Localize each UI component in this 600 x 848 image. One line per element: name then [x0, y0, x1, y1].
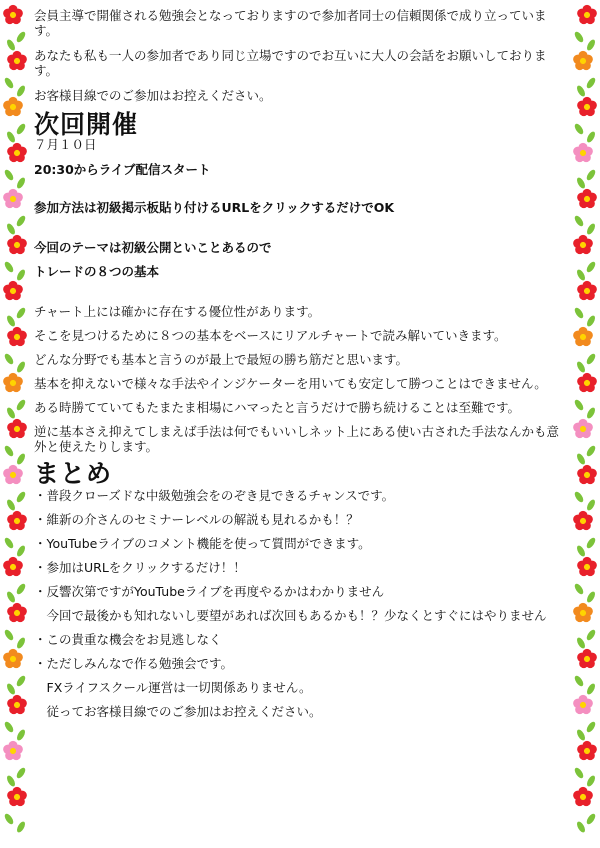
border-leaf — [585, 812, 597, 825]
border-flower — [6, 786, 28, 808]
border-leaf — [573, 766, 585, 779]
flower-icon — [2, 464, 24, 486]
border-flower — [2, 96, 24, 118]
schedule-time: 20:30からライブ配信スタート — [34, 162, 211, 177]
border-flower — [572, 326, 594, 348]
schedule-heading: 次回開催 — [34, 110, 139, 139]
border-leaf — [573, 582, 585, 595]
border-leaf — [573, 122, 585, 135]
flower-icon — [576, 372, 598, 394]
border-leaf — [15, 306, 27, 319]
summary-item: ・ただしみんなで作る勉強会です。 — [34, 656, 234, 671]
flower-icon — [2, 648, 24, 670]
flower-icon — [6, 234, 28, 256]
flower-icon — [572, 510, 594, 532]
theme-intro: 今回のテーマは初級公開といことあるので — [34, 240, 272, 255]
flower-icon — [576, 740, 598, 762]
summary-item: 従ってお客様目線でのご参加はお控えください。 — [34, 704, 322, 719]
border-leaf — [573, 398, 585, 411]
border-leaf — [15, 766, 27, 779]
body-paragraph: 逆に基本さえ抑えてしまえば手法は何でもいいしネット上にある使い古された手法なんかも意外と使えたりします。 — [34, 424, 560, 454]
border-flower — [576, 372, 598, 394]
border-leaf — [15, 490, 27, 503]
border-flower — [572, 234, 594, 256]
flower-icon — [6, 602, 28, 624]
border-leaf — [3, 260, 15, 273]
border-leaf — [15, 122, 27, 135]
flower-icon — [576, 280, 598, 302]
border-flower — [6, 234, 28, 256]
flower-icon — [6, 694, 28, 716]
border-flower — [6, 510, 28, 532]
border-flower — [576, 188, 598, 210]
border-flower — [576, 4, 598, 26]
intro-paragraph-2: あなたも私も一人の参加者であり同じ立場ですのでお互いに大人の会話をお願いしております。 — [34, 48, 547, 78]
border-leaf — [15, 214, 27, 227]
border-leaf — [15, 398, 27, 411]
border-leaf — [3, 76, 15, 89]
border-flower — [576, 740, 598, 762]
flower-border-left — [0, 0, 30, 848]
border-flower — [572, 786, 594, 808]
flower-icon — [2, 556, 24, 578]
flower-icon — [576, 4, 598, 26]
border-flower — [576, 648, 598, 670]
body-paragraph: 基本を抑えないで様々な手法やインジケーターを用いても安定して勝つことはできません。 — [34, 376, 547, 391]
border-flower — [2, 648, 24, 670]
border-flower — [2, 464, 24, 486]
border-flower — [2, 280, 24, 302]
summary-item: 今回で最後かも知れないし要望があれば次回もあるかも！？少なくとすぐにはやりません — [34, 608, 547, 623]
flower-icon — [576, 96, 598, 118]
body-paragraph: ある時勝てていてもたまたま相場にハマったと言うだけで勝ち続けることは至難です。 — [34, 400, 521, 415]
flower-icon — [572, 234, 594, 256]
border-leaf — [573, 490, 585, 503]
border-leaf — [15, 820, 26, 833]
flower-icon — [572, 602, 594, 624]
border-leaf — [3, 444, 15, 457]
border-flower — [576, 556, 598, 578]
border-flower — [6, 418, 28, 440]
border-flower — [572, 418, 594, 440]
summary-item: ・参加はURLをクリックするだけ！！ — [34, 560, 246, 575]
body-paragraph: チャート上には確かに存在する優位性があります。 — [34, 304, 321, 319]
border-leaf — [585, 168, 597, 181]
summary-item: ・維新の介さんのセミナーレベルの解説も見れるかも！？ — [34, 512, 359, 527]
border-leaf — [585, 536, 597, 549]
summary-item: ・反響次第ですがYouTubeライブを再度やるかはわかりません — [34, 584, 385, 599]
flower-icon — [6, 142, 28, 164]
flower-icon — [6, 510, 28, 532]
border-leaf — [15, 30, 27, 43]
flower-icon — [576, 188, 598, 210]
theme-title: トレードの８つの基本 — [34, 264, 160, 279]
border-flower — [2, 740, 24, 762]
border-leaf — [585, 352, 597, 365]
flower-icon — [2, 280, 24, 302]
intro-paragraph-1: 会員主導で開催される勉強会となっておりますので参加者同士の信頼関係で成り立っています。 — [34, 8, 547, 38]
flower-icon — [2, 188, 24, 210]
flower-icon — [2, 740, 24, 762]
intro-paragraph-3: お客様目線でのご参加はお控えください。 — [34, 88, 272, 103]
border-leaf — [585, 628, 597, 641]
border-leaf — [15, 674, 27, 687]
flower-icon — [2, 4, 24, 26]
flower-icon — [572, 786, 594, 808]
border-flower — [6, 326, 28, 348]
border-leaf — [3, 352, 15, 365]
border-flower — [6, 602, 28, 624]
flower-icon — [572, 50, 594, 72]
border-leaf — [573, 674, 585, 687]
flower-icon — [572, 694, 594, 716]
border-flower — [572, 694, 594, 716]
border-leaf — [3, 168, 15, 181]
border-leaf — [3, 720, 15, 733]
border-flower — [6, 50, 28, 72]
border-leaf — [585, 76, 597, 89]
flower-icon — [576, 556, 598, 578]
border-flower — [576, 464, 598, 486]
border-leaf — [3, 536, 15, 549]
border-leaf — [575, 820, 586, 833]
schedule-method: 参加方法は初級掲示板貼り付けるURLをクリックするだけでOK — [34, 200, 395, 215]
flower-icon — [576, 464, 598, 486]
flyer-content — [34, 6, 566, 719]
border-flower — [572, 50, 594, 72]
border-leaf — [573, 214, 585, 227]
flower-icon — [6, 418, 28, 440]
body-paragraph: どんな分野でも基本と言うのが最上で最短の勝ち筋だと思います。 — [34, 352, 409, 367]
border-leaf — [3, 812, 15, 825]
flower-icon — [6, 50, 28, 72]
border-leaf — [15, 582, 27, 595]
border-flower — [572, 602, 594, 624]
border-leaf — [585, 260, 597, 273]
border-leaf — [585, 444, 597, 457]
summary-heading: まとめ — [34, 459, 113, 488]
flower-icon — [572, 418, 594, 440]
border-flower — [576, 96, 598, 118]
border-leaf — [585, 720, 597, 733]
border-flower — [6, 142, 28, 164]
flower-icon — [576, 648, 598, 670]
flower-icon — [2, 96, 24, 118]
summary-item: ・この貴重な機会をお見逃しなく — [34, 632, 222, 647]
flower-icon — [572, 142, 594, 164]
border-flower — [572, 142, 594, 164]
flower-border-right — [570, 0, 600, 848]
border-flower — [576, 280, 598, 302]
border-flower — [572, 510, 594, 532]
flower-icon — [6, 786, 28, 808]
border-flower — [2, 372, 24, 394]
border-flower — [2, 4, 24, 26]
border-flower — [6, 694, 28, 716]
border-leaf — [573, 306, 585, 319]
border-leaf — [3, 628, 15, 641]
flower-icon — [6, 326, 28, 348]
schedule-date: ７月１０日 — [34, 137, 97, 152]
border-flower — [2, 556, 24, 578]
body-paragraph: そこを見つけるために８つの基本をベースにリアルチャートで読み解いていきます。 — [34, 328, 507, 343]
summary-item: FXライフスクール運営は一切関係ありません。 — [34, 680, 312, 695]
summary-item: ・普段クローズドな中級勉強会をのぞき見できるチャンスです。 — [34, 488, 395, 503]
flower-icon — [572, 326, 594, 348]
border-leaf — [573, 30, 585, 43]
border-flower — [2, 188, 24, 210]
summary-item: ・YouTubeライブのコメント機能を使って質問ができます。 — [34, 536, 371, 551]
flower-icon — [2, 372, 24, 394]
